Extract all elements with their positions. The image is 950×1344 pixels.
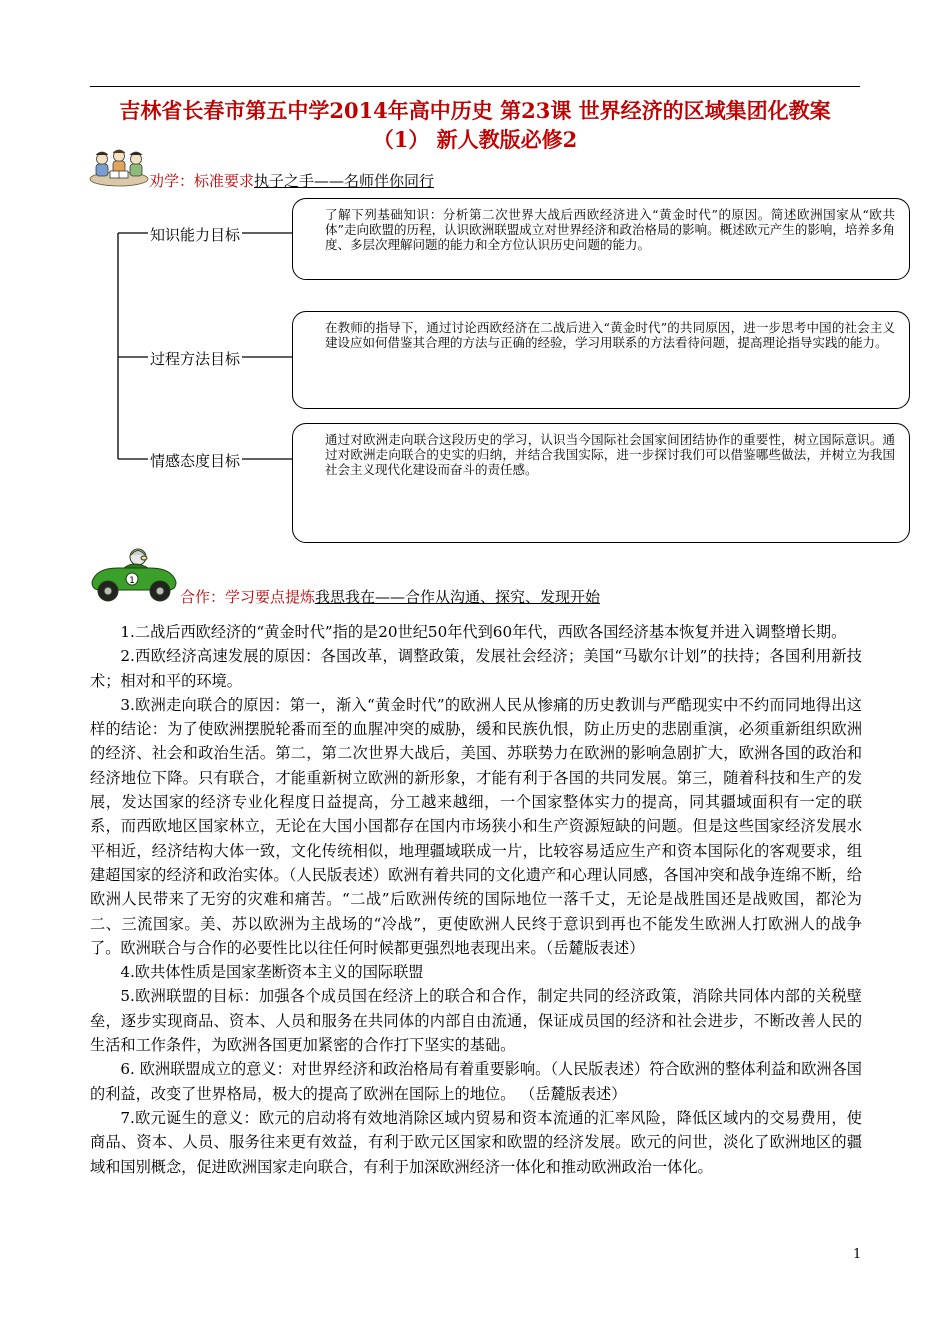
goal-label-process: 过程方法目标 <box>150 350 241 368</box>
goal-box-process: 在教师的指导下，通过讨论西欧经济在二战后进入“黄金时代”的共同原因，进一步思考中国的社会主义建设应如何借鉴其合理的方法与正确的经验，学习用联系的方法看待问题，提高理论指导实践的能力。 <box>292 311 910 409</box>
section-heading-motto: 执子之手——名师伴你同行 <box>254 172 435 190</box>
key-point-paragraph: 5.欧洲联盟的目标：加强各个成员国在经济上的联合和合作，制定共同的经济政策，消除共同体内部的关税壁垒，逐步实现商品、资本、人员和服务在共同体的内部自由流通，保证成员国的经济和社会进步，不断改善人民的生活和工作条件，为欧洲各国更加紧密的合作打下坚实的基础。 <box>90 987 862 1055</box>
goal-label-knowledge: 知识能力目标 <box>150 226 241 244</box>
document-title <box>90 96 860 154</box>
key-point-paragraph: 4.欧共体性质是国家垄断资本主义的国际联盟 <box>120 963 424 982</box>
goal-box-attitude: 通过对欧洲走向联合这段历史的学习，认识当今国际社会国家间团结协作的重要性，树立国际意识。通过对欧洲走向联合的史实的归纳，并结合我国实际，进一步探讨我们可以借鉴哪些做法，并树立为我国社会主义现代化建设而奋斗的责任感。 <box>292 423 910 543</box>
key-points-body <box>90 620 862 1179</box>
key-point-paragraph: 6. 欧洲联盟成立的意义：对世界经济和政治格局有着重要影响。（人民版表述）符合欧洲的整体利益和欧洲各国的利益，改变了世界格局，极大的提高了欧洲在国际上的地位。 （岳麓版表述） <box>90 1060 862 1103</box>
title-line-2: （1） 新人教版必修2 <box>372 127 578 152</box>
key-point-paragraph: 2.西欧经济高速发展的原因：各国改革，调整政策，发展社会经济；美国“马歇尔计划”的扶持；各国利用新技术；相对和平的环境。 <box>90 647 862 690</box>
header-rule <box>90 86 860 87</box>
section-heading-hezuo <box>180 586 600 607</box>
students-reading-icon <box>88 145 150 187</box>
page-number: 1 <box>853 1247 862 1262</box>
goal-label-attitude: 情感态度目标 <box>150 452 241 470</box>
key-point-paragraph: 3.欧洲走向联合的原因：第一，渐入“黄金时代”的欧洲人民从惨痛的历史教训与严酷现实中不约而同地得出这样的结论：为了使欧洲摆脱轮番而至的血腥冲突的威胁，缓和民族仇恨，防止历史的悲剧重演，必须重新组织欧洲的经济、社会和政治生活。第二，第二次世界大战后，美国、苏联势力在欧洲的影响急剧扩大，欧洲各国的政治和经济地位下降。只有联合，才能重新树立欧洲的新形象，才能有利于各国的共同发展。第三，随着科技和生产的发展，发达国家的经济专业化程度日益提高，分工越来越细，一个国家整体实力的提高，同其疆域面积有一定的联系，而西欧地区国家林立，无论在大国小国都存在国内市场狭小和生产资源短缺的问题。但是这些国家经济发展水平相近，经济结构大体一致，文化传统相似，地理疆域联成一片，比较容易适应生产和资本国际化的客观要求，组建超国家的经济和政治实体。（人民版表述）欧洲有着共同的文化遗产和心理认同感，各国冲突和战争连绵不断，给欧洲人民带来了无穷的灾难和痛苦。“二战”后欧洲传统的国际地位一落千丈，无论是战胜国还是战败国，都沦为二、三流国家。美、苏以欧洲为主战场的“冷战”，更使欧洲人民终于意识到再也不能发生欧洲人打欧洲人的战争了。欧洲联合与合作的必要性比以往任何时候都更强烈地表现出来。（岳麓版表述） <box>90 695 862 957</box>
section-heading-prefix: 劝学：标准要求 <box>149 172 255 190</box>
section-heading-motto: 我思我在——合作从沟通、探究、发现开始 <box>315 588 601 606</box>
race-car-icon <box>88 546 180 606</box>
key-point-paragraph: 7.欧元诞生的意义：欧元的启动将有效地消除区域内贸易和资本流通的汇率风险，降低区域内的交易费用，使商品、资本、人员、服务往来更有效益，有利于欧元区国家和欧盟的经济发展。欧元的问世，淡化了欧洲地区的疆域和国别概念，促进欧洲国家走向联合，有利于加深欧洲经济一体化和推动欧洲政治一体化。 <box>90 1108 862 1176</box>
key-point-paragraph: 1.二战后西欧经济的“黄金时代”指的是20世纪50年代到60年代，西欧各国经济基本恢复并进入调整增长期。 <box>120 623 847 641</box>
car-number: 1 <box>129 576 135 586</box>
goal-box-knowledge: 了解下列基础知识：分析第二次世界大战后西欧经济进入“黄金时代”的原因。简述欧洲国家从“欧共体”走向欧盟的历程，认识欧洲联盟成立对世界经济和政治格局的影响。概述欧元产生的影响，培养多角度、多层次理解问题的能力和全方位认识历史问题的能力。 <box>292 198 910 280</box>
title-line-1: 吉林省长春市第五中学2014年高中历史 第23课 世界经济的区域集团化教案 <box>119 98 831 123</box>
section-heading-quanxue <box>149 170 434 191</box>
section-heading-prefix: 合作：学习要点提炼 <box>180 588 316 606</box>
